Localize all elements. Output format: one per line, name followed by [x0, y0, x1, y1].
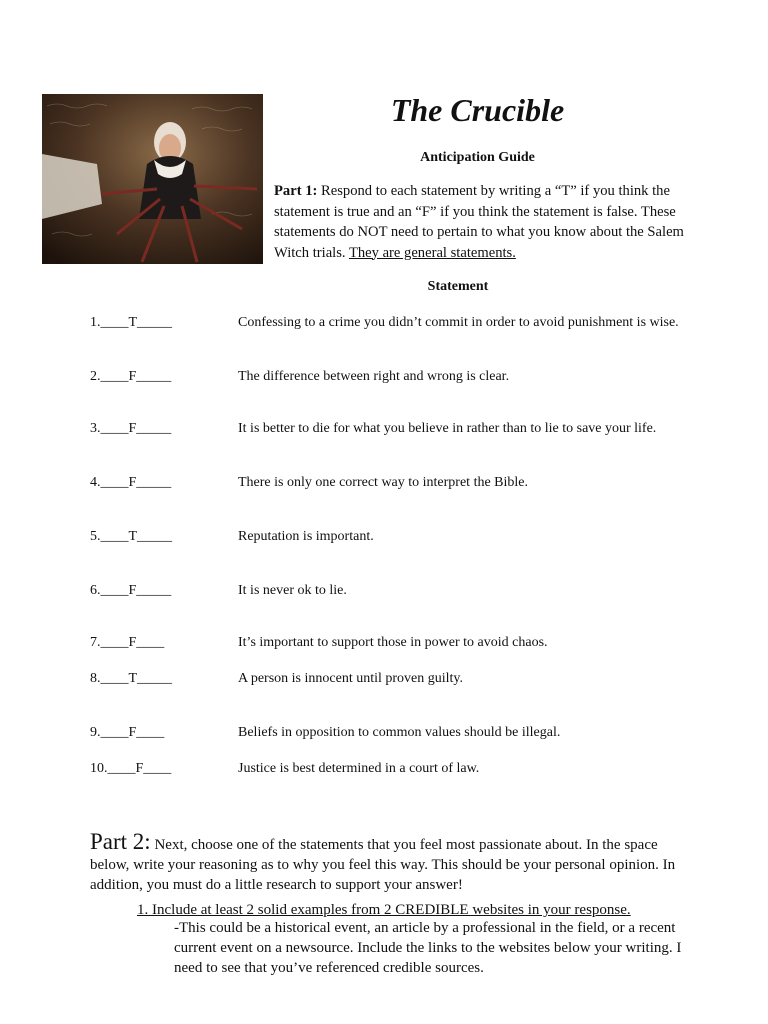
part1-text: Respond to each statement by writing a “T” if you think the statement is true and an “F” if you think the statement is false. These statements do NOT need to pertain to what you know about the Salem Witch trials.: [274, 183, 684, 261]
answer-blank: 5.____T_____: [90, 529, 173, 544]
answer-blank: 10.____F____: [90, 761, 172, 776]
part2-label: Part 2:: [90, 829, 151, 854]
answer-blank: 2.____F_____: [90, 369, 172, 384]
statement-text: It’s important to support those in power to avoid chaos.: [238, 635, 548, 650]
part1-instructions: [274, 181, 684, 263]
crucible-photo: [42, 94, 263, 264]
answer-blank: 8.____T_____: [90, 671, 173, 686]
statement-text: Confessing to a crime you didn’t commit in order to avoid punishment is wise.: [238, 315, 679, 330]
statement-text: It is better to die for what you believe in rather than to lie to save your life.: [238, 421, 657, 436]
part2-item-1: 1. Include at least 2 solid examples from 2 CREDIBLE websites in your response.: [137, 902, 631, 918]
answer-blank: 4.____F_____: [90, 475, 172, 490]
statement-text: A person is innocent until proven guilty.: [238, 671, 464, 686]
part2-instructions: [90, 829, 690, 895]
statement-text: The difference between right and wrong is clear.: [238, 369, 510, 384]
page-title: The Crucible: [390, 92, 565, 128]
part1-underlined: They are general statements.: [348, 244, 516, 261]
part2-subnote: -This could be a historical event, an article by a professional in the field, or a recent current event on a newsource. Include the links to the websites below your writing. I need to see that you’ve referenced credible sources.: [174, 920, 682, 976]
statement-text: Justice is best determined in a court of law.: [238, 761, 480, 776]
statement-header: Statement: [427, 279, 489, 294]
statement-text: Reputation is important.: [238, 529, 374, 544]
subtitle: Anticipation Guide: [420, 150, 535, 165]
answer-blank: 6.____F_____: [90, 583, 172, 598]
answer-blank: 7.____F____: [90, 635, 165, 650]
answer-blank: 1.____T_____: [90, 315, 173, 330]
statement-text: Beliefs in opposition to common values should be illegal.: [238, 725, 561, 740]
part2-text: Next, choose one of the statements that you feel most passionate about. In the space below, write your reasoning as to why you feel this way. This should be your personal opinion. In addition, you must do a little research to support your answer!: [90, 837, 676, 893]
answer-blank: 3.____F_____: [90, 421, 172, 436]
part1-label: Part 1:: [274, 183, 318, 199]
statement-text: It is never ok to lie.: [238, 583, 347, 598]
statement-text: There is only one correct way to interpret the Bible.: [238, 475, 529, 490]
answer-blank: 9.____F____: [90, 725, 165, 740]
